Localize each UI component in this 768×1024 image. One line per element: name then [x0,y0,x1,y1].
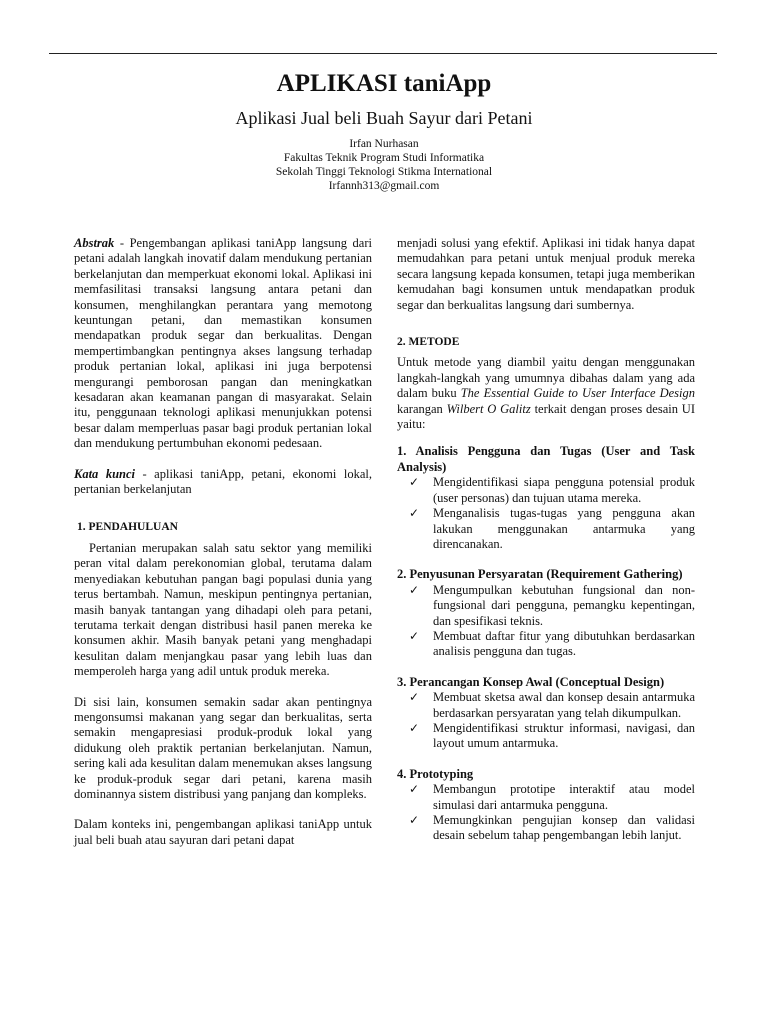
header-rule [49,53,717,54]
author-email: Irfannh313@gmail.com [328,180,440,192]
check-icon: ✓ [409,782,420,797]
list-item: ✓ Memungkinkan pengujian konsep dan validasi desain sebelum tahap pengembangan lebih lanjut. [409,813,695,843]
check-icon: ✓ [409,628,420,643]
keywords-label: Kata kunci [74,466,135,481]
method-step-3 [397,675,695,752]
book-title: The Essential Guide to User Interface Design [460,386,695,401]
author-block [0,137,768,193]
paper-title: APLIKASI taniApp [276,70,492,97]
author-school: Sekolah Tinggi Teknologi Stikma International [275,166,493,178]
list-item: ✓ Membuat daftar fitur yang dibutuhkan berdasarkan analisis pengguna dan tugas. [409,628,695,659]
list-item: ✓ Mengidentifikasi siapa pengguna potensial produk (user personas) dan tujuan utama mereka. [409,475,695,505]
intro-paragraph-1: Pertanian merupakan salah satu sektor yang memiliki peran vital dalam perekonomian global, terutama dalam menyediakan kebutuhan pangan bagi populasi dunia yang terus bertambah. Namun, meskipun pentingnya pertanian, masih banyak tantangan yang dihadapi oleh para petani, terutama terkait dengan distribusi hasil panen mereka ke konsumen akhir. Masih banyak petani yang menghadapi kesulitan dalam menjangkau pasar yang lebih luas dan memperoleh harga yang adil untuk produk mereka. [74,540,372,679]
check-icon: ✓ [409,475,420,490]
list-item: ✓ Menganalisis tugas-tugas yang pengguna akan lakukan menggunakan antarmuka yang direncanakan. [409,506,695,551]
author-faculty: Fakultas Teknik Program Studi Informatika [283,152,485,164]
method-intro: Untuk metode yang diambil yaitu dengan menggunakan langkah-langkah yang umumnya dibahas dalam yang ada dalam buku The Essential Guide to User Interface Design karangan Wilbert O Galitz terkait dengan proses desain UI yaitu: [397,355,696,432]
abstract-label: Abstrak [74,236,115,250]
paper-subtitle: Aplikasi Jual beli Buah Sayur dari Petani [235,108,533,128]
abstract-text: Pengembangan aplikasi taniApp langsung dari petani adalah langkah inovatif dalam mendukung pertanian berkelanjutan dan memperkuat ekonomi lokal. Aplikasi ini memfasilitasi transaksi langsung antara petani dan konsumen, menghilangkan perantara yang memotong keuntungan petani, dan memastikan konsumen mendapatkan produk segar dan berkualitas. Dengan mempertimbangkan pentingnya akses langsung terhadap produk pertanian lokal, aplikasi ini juga berpotensi mengurangi pemborosan pangan dan meningkatkan kesadaran akan keamanan pangan di masyarakat. Selain itu, penggunaan teknologi aplikasi menunjukkan potensi besar dalam memperluas pasar bagi produk pertanian lokal dan mendukung pertumbuhan ekonomi pedesaan. [74,236,372,451]
intro-paragraph-3: Dalam konteks ini, pengembangan aplikasi taniApp untuk jual beli buah atau sayuran dari petani dapat [74,817,372,847]
method-step-1 [397,444,695,552]
right-column [397,236,695,844]
list-item: ✓ Membuat sketsa awal dan konsep desain antarmuka berdasarkan persyaratan yang telah dikumpulkan. [409,690,695,720]
section-heading-intro: 1. PENDAHULUAN [77,520,178,533]
check-icon: ✓ [409,690,420,705]
keywords: Kata kunci - aplikasi taniApp, petani, ekonomi lokal, pertanian berkelanjutan [74,466,372,497]
check-icon: ✓ [409,813,420,827]
check-icon: ✓ [409,506,420,521]
section-heading-method: 2. METODE [397,336,460,349]
check-icon: ✓ [409,582,420,597]
step-title: 4. Prototyping [397,766,474,781]
left-column [74,236,372,848]
list-item: ✓ Mengumpulkan kebutuhan fungsional dan non-fungsional dari pengguna, pemangku kepentingan, dan spesifikasi teknis. [409,582,695,628]
author-name: Irfan Nurhasan [349,138,419,150]
step-title: 3. Perancangan Konsep Awal (Conceptual Design) [397,674,665,689]
intro-paragraph-2: Di sisi lain, konsumen semakin sadar akan pentingnya mengonsumsi makanan yang segar dan berkualitas, serta semakin mengapresiasi produk-produk lokal yang didukung oleh praktik pertanian berkelanjutan. Namun, sering kali ada kesulitan dalam menemukan akses langsung ke produk-produk segar dari petani, karena masih dominannya sistem distribusi yang panjang dan kompleks. [74,694,372,801]
step-title: 1. Analisis Pengguna dan Tugas (User and Task Analysis) [397,444,695,474]
abstract: Abstrak - Pengembangan aplikasi taniApp langsung dari petani adalah langkah inovatif dalam mendukung pertanian berkelanjutan dan memperkuat ekonomi lokal. Aplikasi ini memfasilitasi transaksi langsung antara petani dan konsumen, menghilangkan perantara yang memotong keuntungan petani, dan memastikan konsumen mendapatkan produk segar dan berkualitas. Dengan mempertimbangkan pentingnya akses langsung terhadap produk pertanian lokal, aplikasi ini juga berpotensi mengurangi pemborosan pangan dan meningkatkan kesadaran akan keamanan pangan di masyarakat. Selain itu, penggunaan teknologi aplikasi menunjukkan potensi besar dalam memperluas pasar bagi produk pertanian lokal dan mendukung pertumbuhan ekonomi pedesaan. [74,236,372,451]
list-item: ✓ Mengidentifikasi struktur informasi, navigasi, dan layout umum antarmuka. [409,720,695,751]
intro-paragraph-3-continued: menjadi solusi yang efektif. Aplikasi ini tidak hanya dapat memudahkan para petani untuk menjual produk mereka secara langsung kepada konsumen, tetapi juga memberikan kemudahan bagi konsumen untuk mendapatkan produk segar dan berkualitas langsung dari sumbernya. [397,236,695,312]
list-item: ✓ Membangun prototipe interaktif atau model simulasi dari antarmuka pengguna. [409,782,695,812]
keywords-text: aplikasi taniApp, petani, ekonomi lokal, pertanian berkelanjutan [74,466,372,497]
step-title: 2. Penyusunan Persyaratan (Requirement Gathering) [397,567,683,582]
book-author: Wilbert O Galitz [446,401,531,416]
check-icon: ✓ [409,720,420,735]
method-step-2 [397,567,695,659]
method-step-4 [397,767,695,844]
